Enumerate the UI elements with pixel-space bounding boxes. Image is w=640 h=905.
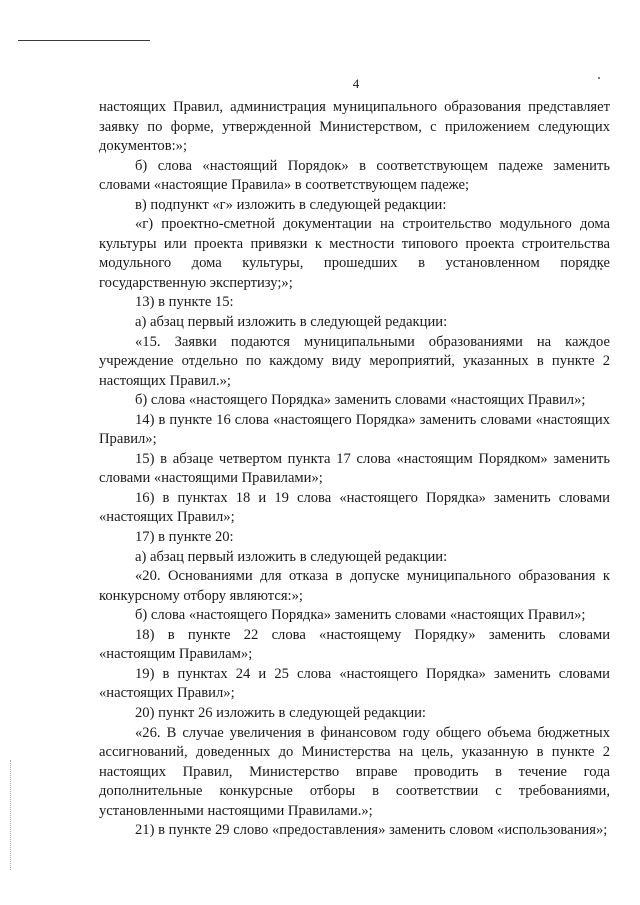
paragraph: 21) в пункте 29 слово «предоставления» заменить словом «использования»;: [135, 822, 608, 839]
paragraph: 15) в абзаце четвертом пункта 17 слова «настоящим Порядком» заменить словами «настоящими Правилами»;: [99, 450, 610, 487]
page-number: 4: [352, 76, 360, 91]
paragraph: б) слова «настоящего Порядка» заменить словами «настоящих Правил»;: [135, 607, 586, 624]
paragraph: «15. Заявки подаются муниципальными образованиями на каждое учреждение отдельно по каждому виду мероприятий, указанных в пункте 2 настоящих Правил.»;: [99, 333, 610, 389]
paragraph: «20. Основаниями для отказа в допуске муниципального образования к конкурсному отбору являются:»;: [99, 568, 610, 604]
scan-speck: [598, 77, 600, 79]
paragraph: а) абзац первый изложить в следующей редакции:: [135, 314, 448, 331]
header-rule: [18, 40, 150, 41]
scan-margin-marks: [10, 760, 12, 870]
paragraph: а) абзац первый изложить в следующей редакции:: [135, 548, 448, 565]
paragraph: 18) в пункте 22 слова «настоящему Порядку» заменить словами «настоящим Правилам»;: [99, 626, 610, 663]
paragraph: б) слова «настоящего Порядка» заменить словами «настоящих Правил»;: [135, 392, 586, 409]
paragraph: настоящих Правил, администрация муниципального образования представляет заявку по форме, утвержденной Министерством, с приложением следующих документов:»;: [99, 99, 610, 155]
paragraph: 17) в пункте 20:: [135, 529, 234, 546]
document-body: [99, 98, 610, 841]
paragraph: 20) пункт 26 изложить в следующей редакции:: [135, 704, 426, 721]
paragraph: 13) в пункте 15:: [135, 294, 234, 311]
paragraph: в) подпункт «г» изложить в следующей редакции:: [135, 196, 447, 213]
paragraph: 14) в пункте 16 слова «настоящего Порядка» заменить словами «настоящих Правил»;: [99, 411, 610, 448]
paragraph: 19) в пунктах 24 и 25 слова «настоящего Порядка» заменить словами «настоящих Правил»;: [99, 665, 610, 702]
paragraph: б) слова «настоящий Порядок» в соответствующем падеже заменить словами «настоящие Правила» в соответствующем падеже;: [99, 157, 610, 194]
paragraph: «г) проектно-сметной документации на строительство модульного дома культуры или проекта привязки к местности типового проекта строительства модульного дома культуры, прошедших в установленном порядке государственную экспертизу;»;: [99, 216, 610, 291]
paragraph: 16) в пунктах 18 и 19 слова «настоящего Порядка» заменить словами «настоящих Правил»;: [99, 489, 610, 526]
paragraph: «26. В случае увеличения в финансовом году общего объема бюджетных ассигнований, доведенных до Министерства на цель, указанную в пункте 2 настоящих Правил, Министерство вправе проводить в течение года дополнительные конкурсные отборы в соответствии с требованиями, установленными настоящими Правилами.»;: [99, 724, 610, 819]
